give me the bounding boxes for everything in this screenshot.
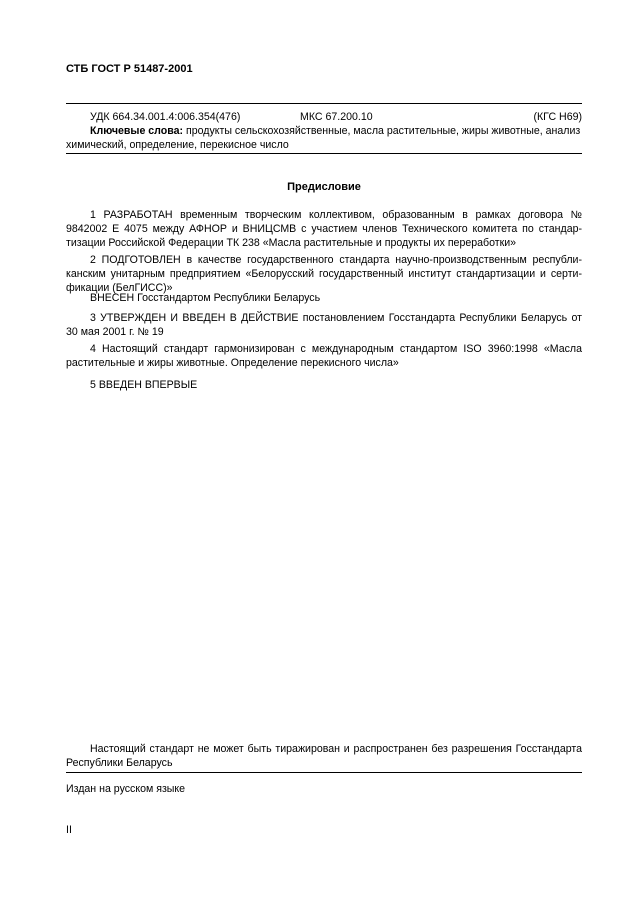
keywords-block (66, 124, 582, 152)
preface-item-4: 4 Настоящий стандарт гармонизирован с международным стандартом ISO 3960:1998 «Масла растительные и жиры животные. Определение перекисного числа» (66, 343, 582, 369)
preface-item-5: 5 ВВЕДЕН ВПЕРВЫЕ (90, 379, 198, 391)
preface-item-3: 3 УТВЕРЖДЕН И ВВЕДЕН В ДЕЙСТВИЕ постановлением Госстандарта Республики Беларусь от 30 мая 2001 г. № 19 (66, 312, 582, 338)
keywords-divider (66, 153, 582, 154)
udk-code: УДК 664.34.001.4:006.354(476) (90, 111, 241, 123)
page-number: II (66, 824, 72, 836)
keywords-line-1: продукты сельскохозяйственные, масла растительные, жиры животные, анализ (185, 125, 581, 137)
mks-code: МКС 67.200.10 (300, 111, 373, 123)
edition-language: Издан на русском языке (66, 783, 186, 795)
kgs-code: (КГС Н69) (533, 111, 582, 123)
preface-item-2: 2 ПОДГОТОВЛЕН в качестве государственного стандарта научно-производственным республи-канским унитарным предприятием «Белорусский государственный институт стандартизации и серти-фикации (БелГИСС)» (66, 254, 582, 294)
preface-item-2-submitted: ВНЕСЕН Госстандартом Республики Беларусь (90, 292, 321, 304)
document-header-title: СТБ ГОСТ Р 51487-2001 (66, 63, 193, 75)
keywords-line-2: химический, определение, перекисное число (66, 139, 289, 151)
preface-title: Предисловие (287, 181, 361, 193)
top-divider (66, 103, 582, 104)
copyright-notice: Настоящий стандарт не может быть тиражирован и распространен без разрешения Госстандарта Республики Беларусь (66, 743, 582, 769)
bottom-divider (66, 772, 582, 773)
keywords-label: Ключевые слова: (90, 125, 184, 137)
preface-item-1: 1 РАЗРАБОТАН временным творческим коллективом, образованным в рамках договора № 9842002 Е 4075 между АФНОР и ВНИЦСМВ с участием членов Технического комитета по стандар-тизации Российской Федерации ТК 238 «Масла растительные и продукты их переработки» (66, 209, 582, 249)
